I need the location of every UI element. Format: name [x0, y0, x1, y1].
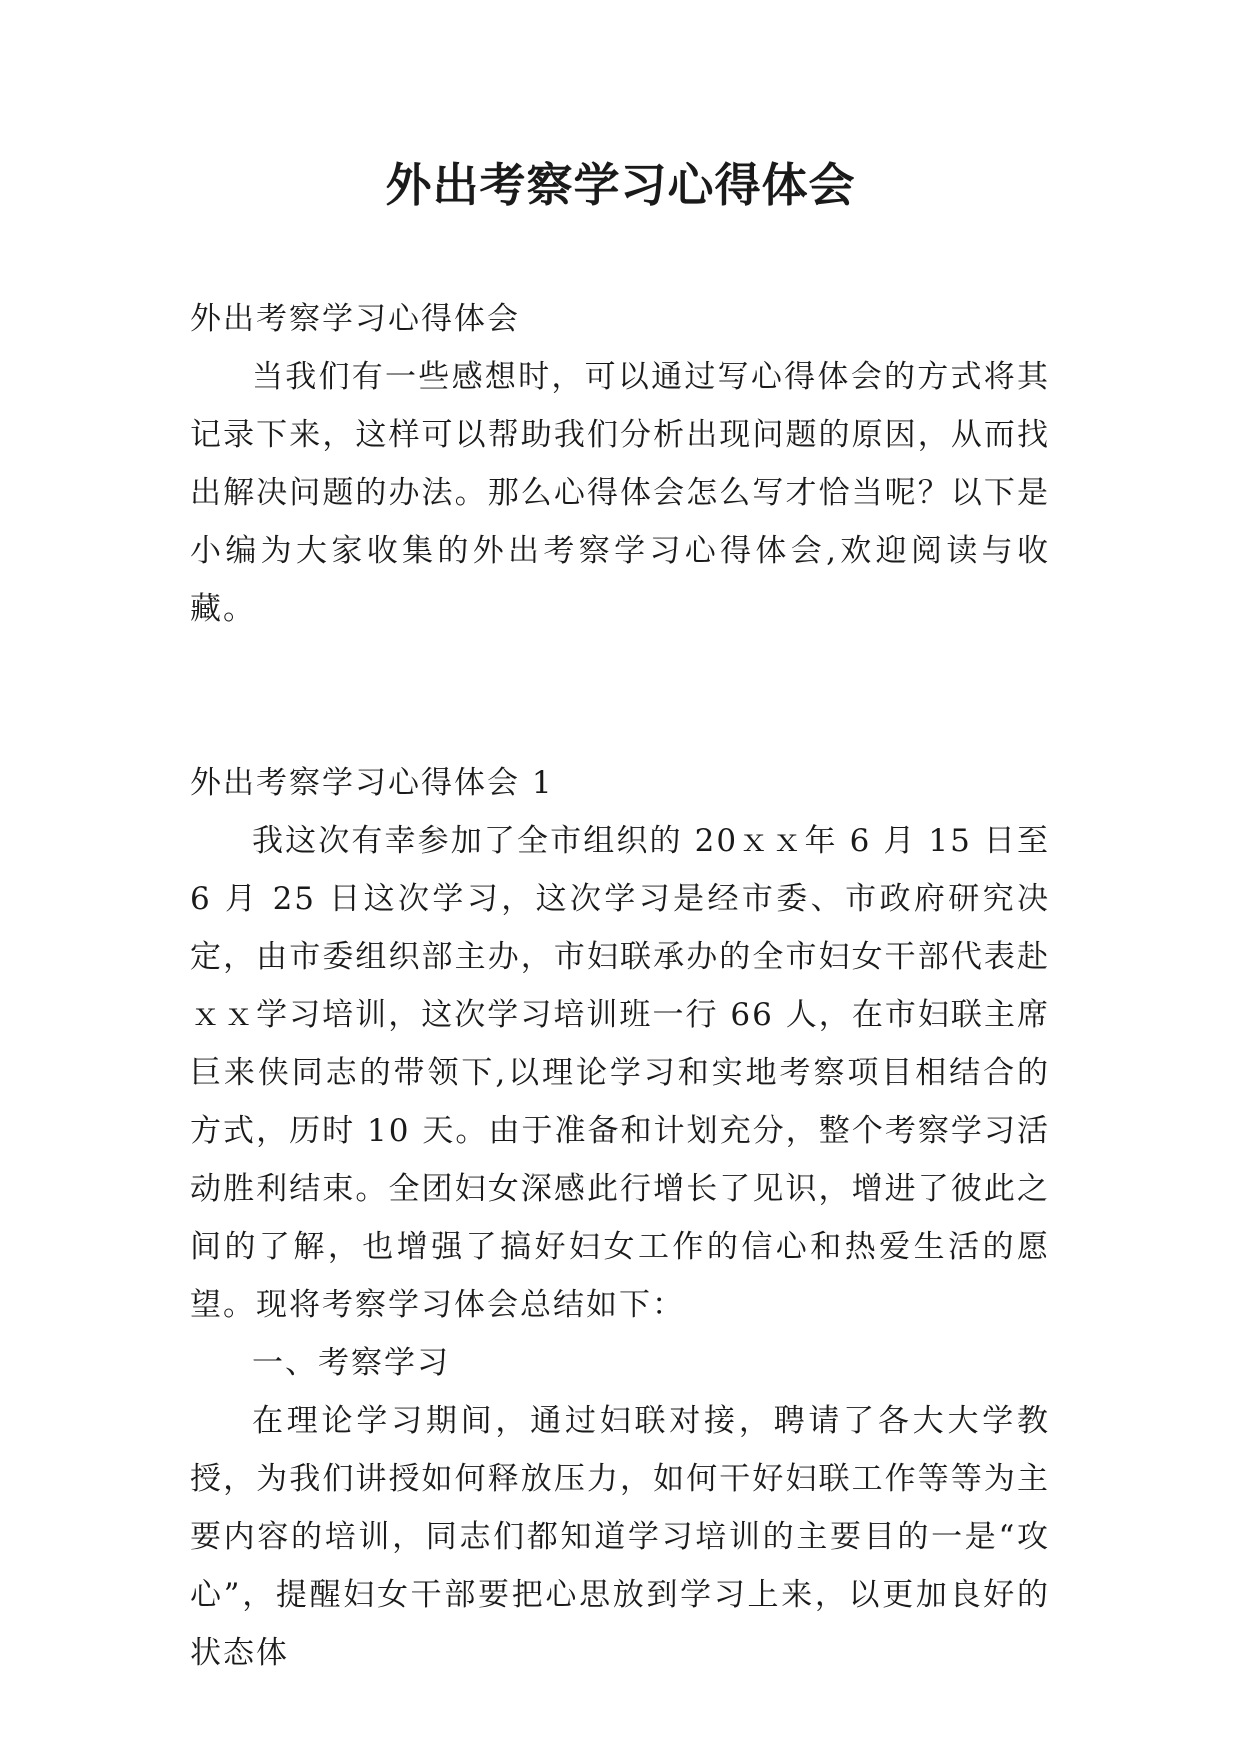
intro-heading: 外出考察学习心得体会 [190, 301, 520, 337]
intro-paragraph: 当我们有一些感想时，可以通过写心得体会的方式将其记录下来，这样可以帮助我们分析出现问题的原因，从而找出解决问题的办法。那么心得体会怎么写才恰当呢？以下是小编为大家收集的外出考察学习心得体会,欢迎阅读与收藏。 [190, 359, 1050, 627]
section-1-heading: 外出考察学习心得体会 1 [190, 765, 554, 801]
section-spacer [190, 638, 1050, 754]
section-1-paragraph: 我这次有幸参加了全市组织的 20ｘｘ年 6 月 15 日至 6 月 25 日这次学习，这次学习是经市委、市政府研究决定，由市委组织部主办，市妇联承办的全市妇女干部代表赴ｘｘ学习培训，这次学习培训班一行 66 人，在市妇联主席巨来侠同志的带领下,以理论学习和实地考察项目相结合的方式，历时 10 天。由于准备和计划充分，整个考察学习活动胜利结束。全团妇女深感此行增长了见识，增进了彼此之间的了解，也增强了搞好妇女工作的信心和热爱生活的愿望。现将考察学习体会总结如下： [190, 823, 1050, 1323]
subsection-1-heading: 一、考察学习 [252, 1345, 450, 1381]
document-title: 外出考察学习心得体会 [385, 158, 856, 212]
document-body [190, 290, 1050, 1682]
subsection-1-paragraph: 在理论学习期间，通过妇联对接，聘请了各大大学教授，为我们讲授如何释放压力，如何干好妇联工作等等为主要内容的培训，同志们都知道学习培训的主要目的一是“攻心”，提醒妇女干部要把心思放到学习上来，以更加良好的状态体 [190, 1403, 1050, 1671]
